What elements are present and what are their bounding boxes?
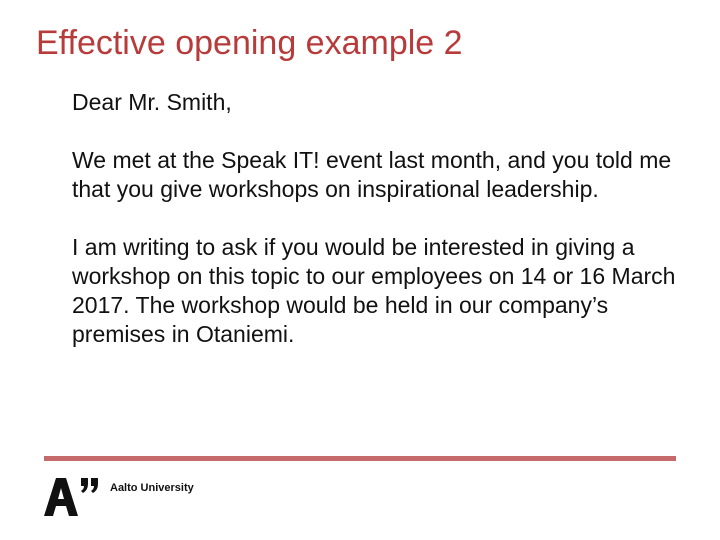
salutation: Dear Mr. Smith, [72, 89, 232, 115]
aalto-logo [44, 476, 194, 516]
logo-text: Aalto University [110, 482, 194, 494]
paragraph-request: I am writing to ask if you would be interested in giving a workshop on this topic to our employees on 14 or 16 March 2017. The workshop would be held in our company’s premises in Otaniemi. [72, 234, 676, 347]
paragraph-intro: We met at the Speak IT! event last month, and you told me that you give workshops on inspirational leadership. [72, 147, 672, 202]
aalto-logo-icon [44, 476, 102, 516]
slide-title: Effective opening example 2 [36, 24, 463, 62]
footer-divider [44, 456, 676, 461]
letter-body [72, 88, 692, 378]
